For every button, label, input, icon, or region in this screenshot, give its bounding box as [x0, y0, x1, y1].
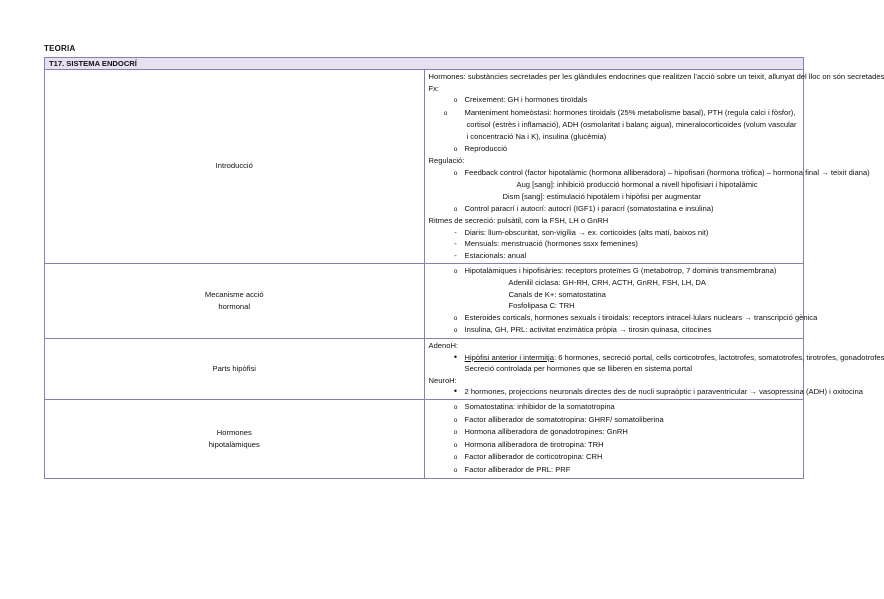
- bullet-circle-icon: o: [453, 97, 458, 105]
- list-item: o Factor alliberador de PRL: PRF: [429, 464, 800, 477]
- bullet-circle-icon: o: [453, 267, 458, 275]
- content-hormones-hipotalamiques: [424, 400, 804, 479]
- list-item: o Somatostatina: inhibidor de la somatotropina: [429, 401, 800, 414]
- bullet-circle-icon: o: [453, 441, 458, 449]
- sub-line: Aug [sang]: inhibició producció hormonal a nivell hipofisiari i hipotalàmic: [516, 180, 758, 190]
- list-item: • 2 hormones, projeccions neuronals directes des de nucli supraòptic i paraventricular → vasopressina (ADH) i oxitocina: [429, 386, 800, 398]
- label-hormones-hipotalamiques: Hormones hipotalàmiques: [45, 400, 425, 479]
- list-item: o Creixement: GH i hormones tiroïdals: [429, 94, 800, 107]
- sub-line: Secreció controlada per hormones que se lliberen en sistema portal: [464, 364, 693, 374]
- bullet-circle-icon: o: [453, 404, 458, 412]
- hormones-definition: Hormones: substàncies secretades per les glàndules endocrines que realitzen l’acció sobre un teixit, allunyat del lloc on són secretades: [428, 72, 884, 81]
- label-parts-hipofisi: Parts hipòfisi: [45, 339, 425, 400]
- row-mecanisme: [45, 263, 804, 339]
- adenoh-heading: AdenoH:: [428, 341, 459, 351]
- label-introduccio: Introducció: [45, 70, 425, 264]
- row-introduccio: [45, 70, 804, 264]
- content-mecanisme: [424, 263, 818, 339]
- bullet-dot-icon: •: [453, 351, 458, 362]
- bullet-dot-icon: •: [453, 386, 458, 397]
- list-item: - Mensuals: menstruació (hormones ssxx femenines): [429, 238, 800, 250]
- notes-table: [44, 57, 884, 479]
- content-parts-hipofisi: [424, 339, 884, 400]
- sub-line: Canals de K+: somatostatina: [508, 289, 606, 299]
- content-introduccio: [424, 70, 884, 264]
- list-item: o Hormona alliberadora de tirotropina: TRH: [429, 439, 800, 452]
- sub-line: Fosfolipasa C: TRH: [508, 301, 575, 311]
- bullet-circle-icon: o: [453, 454, 458, 462]
- bullet-dash-icon: -: [454, 227, 457, 237]
- bullet-circle-icon: o: [453, 169, 458, 177]
- list-item: - Estacionals: anual: [429, 250, 800, 262]
- bullet-circle-icon: o: [453, 145, 458, 153]
- list-item: o Control paracrí i autocrí: autocrí (IGF1) i paracrí (somatostatina e insulina): [429, 203, 800, 216]
- label-mecanisme: Mecanisme acció hormonal: [45, 263, 425, 339]
- list-item: o Feedback control (factor hipotalàmic (hormona alliberadora) – hipofisari (hormona tròfica) – hormona final → teixit diana): [429, 167, 800, 180]
- title-row: [45, 58, 804, 70]
- list-item: o Esteroides corticals, hormones sexuals i tiroidals: receptors intracel·lulars nuclears → transcripció gènica: [429, 312, 800, 325]
- list-item: o Manteniment homeòstasi: hormones tiroidals (25% metabolisme basal), PTH (regula calci i fòsfor), cortisol (estrès i inflamació), ADH (osmolaritat i balanç aigua), mineralocorticoides (volum vascular i concentració Na i K), insulina (glucèmia): [443, 107, 797, 141]
- list-item: o Insulina, GH, PRL: activitat enzimàtica pròpia → tirosin quinasa, citocines: [429, 324, 800, 337]
- sub-line: Dism [sang]: estimulació hipotàlem i hipòfisi per augmentar: [502, 191, 701, 201]
- row-hormones-hipotalamiques: [45, 400, 804, 479]
- list-item: o Factor alliberador de corticotropina: CRH: [429, 451, 800, 464]
- row-parts-hipofisi: [45, 339, 804, 400]
- bullet-circle-icon: o: [453, 327, 458, 335]
- fx-heading: Fx:: [428, 83, 440, 93]
- list-item: o Hipotalàmiques i hipofisàries: receptors proteïnes G (metabotrop, 7 dominis transmembrana): [429, 265, 800, 278]
- bullet-circle-icon: o: [453, 205, 458, 213]
- bullet-circle-icon: o: [443, 109, 448, 117]
- bullet-dash-icon: -: [454, 250, 457, 260]
- bullet-dash-icon: -: [454, 239, 457, 249]
- neuroh-heading: NeuroH:: [428, 375, 457, 385]
- list-item: o Hormona alliberadora de gonadotropines: GnRH: [429, 426, 800, 439]
- list-item: o Factor alliberador de somatotropina: GHRF/ somatoliberina: [429, 414, 800, 427]
- sub-line: Adenilil ciclasa: GH-RH, CRH, ACTH, GnRH, FSH, LH, DA: [508, 278, 706, 288]
- list-item: • Hipòfisi anterior i intermitja: 6 hormones, secreció portal, cells corticotrofes, lactotrofes, somatotrofes, tirotrofes, gonadotrofes: [429, 352, 800, 364]
- ritmes-heading: Ritmes de secreció: pulsàtil, com la FSH, LH o GnRH: [428, 216, 609, 226]
- table-title: T17. SISTEMA ENDOCRÍ: [45, 58, 804, 70]
- regulacio-heading: Regulació:: [428, 156, 465, 166]
- bullet-circle-icon: o: [453, 314, 458, 322]
- bullet-circle-icon: o: [453, 429, 458, 437]
- list-item: - Diaris: llum-obscuritat, son-vigília → ex. corticoides (alts matí, baixos nit): [429, 227, 800, 239]
- bullet-circle-icon: o: [453, 467, 458, 474]
- list-item: o Reproducció: [429, 143, 800, 156]
- page-heading: TEORIA: [44, 44, 76, 53]
- bullet-circle-icon: o: [453, 416, 458, 424]
